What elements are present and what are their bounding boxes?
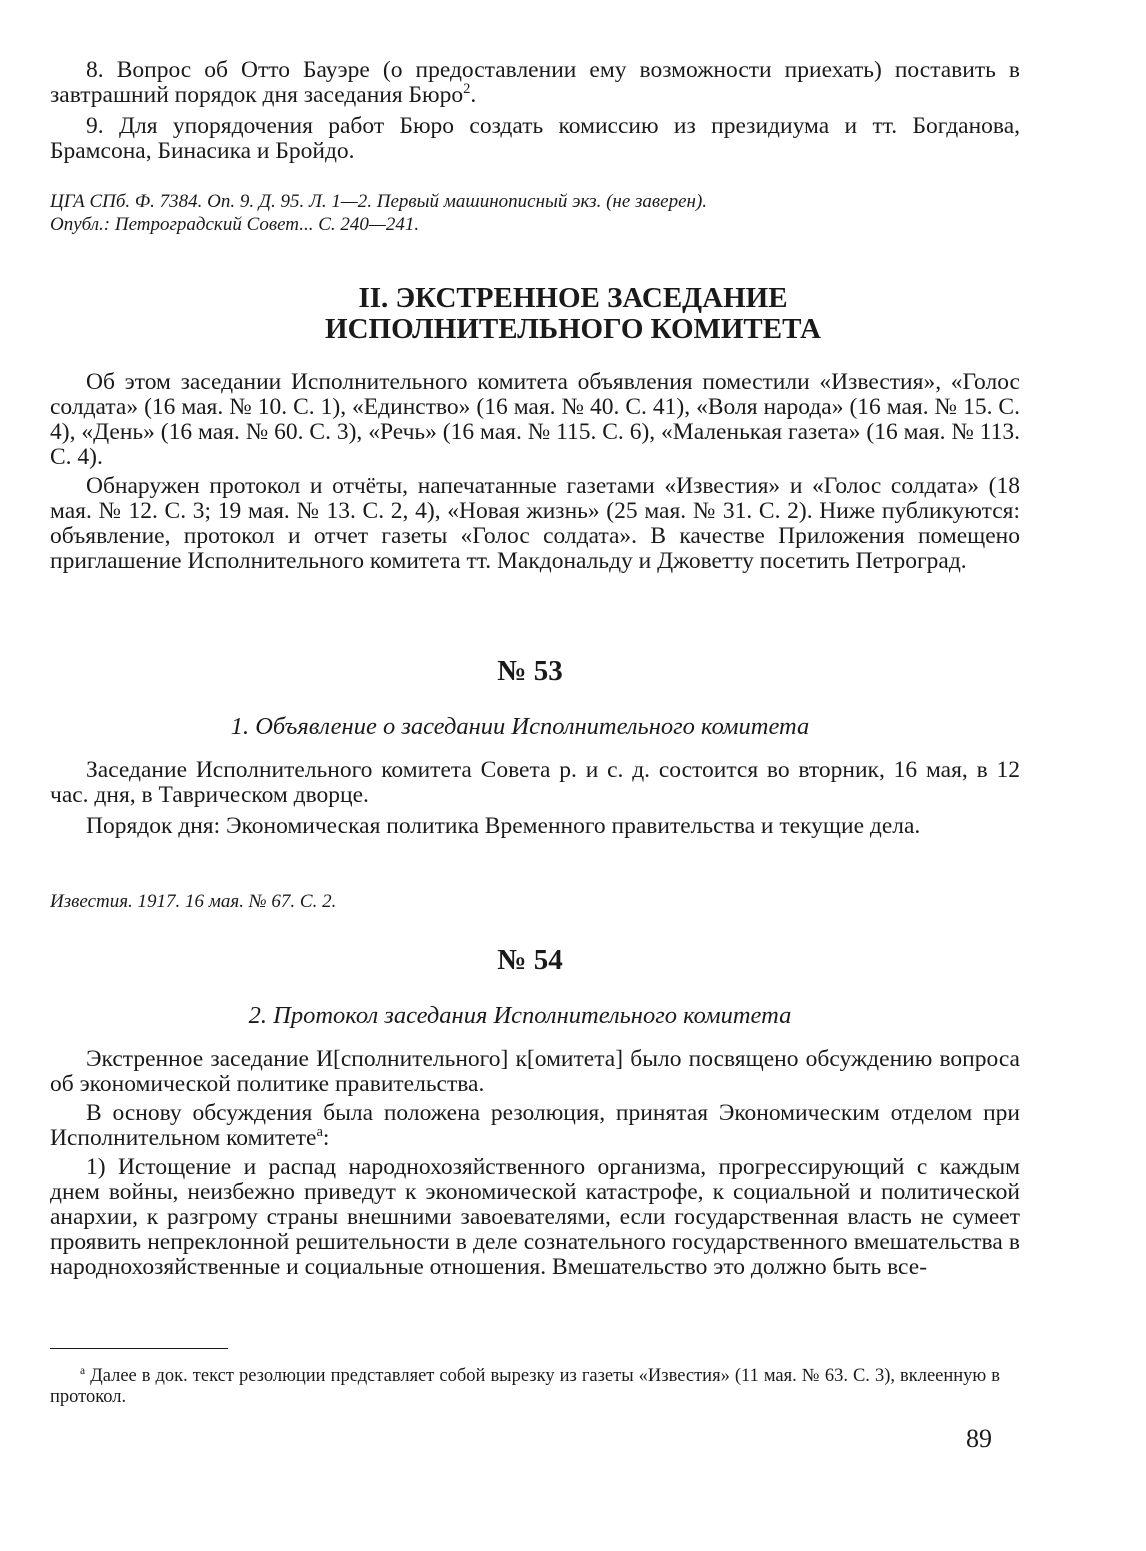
- document-53-paragraph-2: Порядок дня: Экономическая политика Временного правительства и текущие дела.: [86, 813, 921, 839]
- archive-source: [50, 190, 1020, 236]
- footnote-text: Далее в док. текст резолюции представляет собой вырезку из газеты «Известия» (11 мая. № 63. С. 3), вклеенную в протокол.: [50, 1366, 1000, 1407]
- document-54-paragraph-2: В основу обсуждения была положена резолюция, принятая Экономическим отделом при Исполнительном комитете$^а$:: [50, 1100, 1020, 1151]
- top-paragraphs: [50, 58, 1020, 164]
- intro-paragraph-2: Обнаружен протокол и отчёты, напечатанные газетами «Известия» и «Голос солдата» (18 мая. № 12. С. 3; 19 мая. № 13. С. 2, 4), «Новая жизнь» (25 мая. № 31. С. 2). Ниже публикуются: объявление, протокол и отчет газеты «Голос солдата». В качестве Приложения помещено приглашение Исполнительного комитета тт. Макдональду и Джоветту посетить Петроград.: [50, 473, 1020, 574]
- section-title-line-2: ИСПОЛНИТЕЛЬНОГО КОМИТЕТА: [325, 313, 821, 345]
- intro-paragraph-1: Об этом заседании Исполнительного комитета объявления поместили «Известия», «Голос солдата» (16 мая. № 10. С. 1), «Единство» (16 мая. № 40. С. 41), «Воля народа» (16 мая. № 15. С. 4), «День» (16 мая. № 60. С. 3), «Речь» (16 мая. № 115. С. 6), «Маленькая газета» (16 мая. № 113. С. 4).: [50, 369, 1020, 470]
- section-intro: [50, 370, 1020, 574]
- page-number: 89: [966, 1424, 992, 1453]
- footnote-ref-a: а: [316, 1124, 323, 1141]
- document-54-paragraph-1: Экстренное заседание И[сполнительного] к[омитета] было посвящено обсуждению вопроса об экономической политике правительства.: [50, 1046, 1020, 1097]
- footnote: [50, 1366, 1000, 1408]
- document-54-body: [50, 1047, 1020, 1280]
- document-53-title: 1. Объявление о заседании Исполнительного комитета: [230, 713, 810, 740]
- document-53-body: [50, 758, 1020, 839]
- document-53-source: [50, 890, 1020, 913]
- document-54-title: 2. Протокол заседания Исполнительного комитета: [248, 1002, 792, 1029]
- footnote-ref-2: 2: [463, 81, 471, 98]
- footnote-mark: а: [80, 1364, 86, 1377]
- footnote-divider: [50, 1348, 228, 1349]
- document-54-paragraph-3: 1) Истощение и распад народнохозяйственного организма, прогрессирующий с каждым днем войны, неизбежно приведут к экономической катастрофе, к социальной и политической анархии, к разгрому страны внешними завоевателями, если государственная власть не сумеет проявить непреклонной решительности в деле сознательного государственного вмешательства в народнохозяйственные и социальные отношения. Вмешательство это должно быть все-: [50, 1154, 1020, 1280]
- document-53-source-line: Известия. 1917. 16 мая. № 67. С. 2.: [50, 891, 337, 912]
- publication-source-line: Опубл.: Петроградский Совет... С. 240—241.: [50, 214, 420, 235]
- item-9-paragraph: 9. Для упорядочения работ Бюро создать комиссию из президиума и тт. Богданова, Брамсона, Бинасика и Бройдо.: [50, 113, 1020, 164]
- archive-source-line: ЦГА СПб. Ф. 7384. Оп. 9. Д. 95. Л. 1—2. Первый машинописный экз. (не заверен).: [50, 191, 708, 212]
- item-8-paragraph: 8. Вопрос об Отто Бауэре (о предоставлении ему возможности приехать) поставить в завтрашний порядок дня заседания Бюро$^2$.: [50, 57, 1020, 108]
- section-title-line-1: II. ЭКСТРЕННОЕ ЗАСЕДАНИЕ: [358, 282, 788, 314]
- document-53-number: № 53: [497, 655, 563, 687]
- document-54-number: № 54: [497, 944, 563, 976]
- document-53-paragraph-1: Заседание Исполнительного комитета Совета р. и с. д. состоится во вторник, 16 мая, в 12 час. дня, в Таврическом дворце.: [50, 757, 1020, 808]
